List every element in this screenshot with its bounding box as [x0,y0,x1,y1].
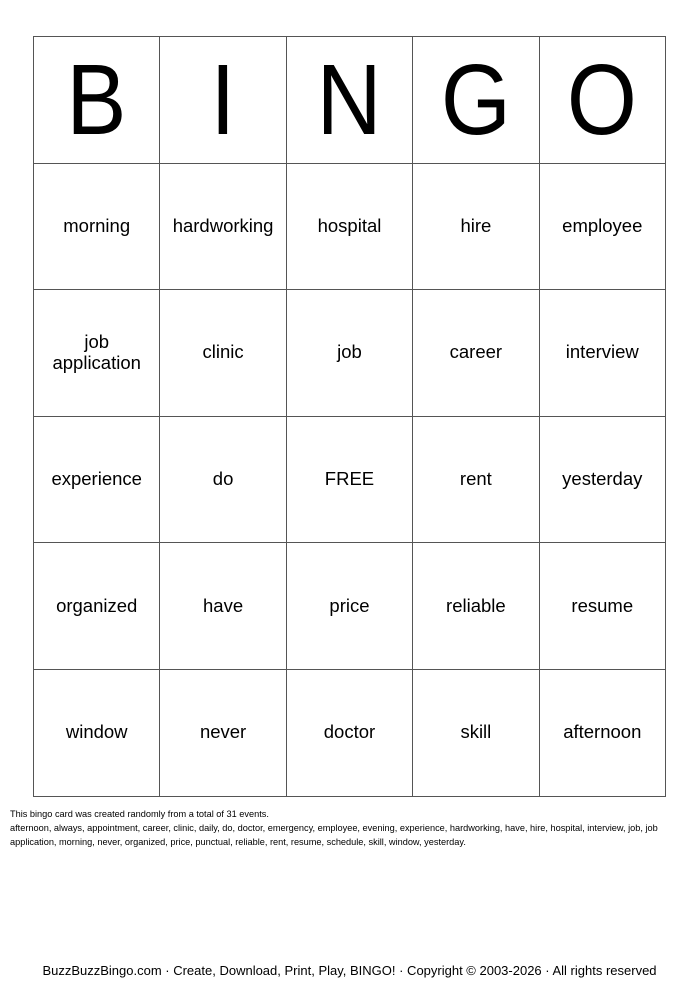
header-letter: N [316,43,382,156]
grid-cell [34,290,160,417]
cell-word: yesterday [562,468,643,490]
header-letter: O [567,43,638,156]
grid-cell [539,163,665,290]
cell-word: afternoon [563,721,642,743]
cell-word: do [212,468,234,490]
grid-cell [539,416,665,543]
header-letter: B [66,43,127,156]
cell-word: hire [460,214,492,236]
header-cell-o [539,37,665,164]
grid-cell [34,416,160,543]
grid-cell [34,543,160,670]
cell-word: hardworking [172,214,274,236]
free-space-cell [286,416,412,543]
grid-row [34,669,666,796]
cell-word: experience [51,468,142,490]
cell-word: morning [63,214,131,236]
grid-cell [539,543,665,670]
grid-cell [413,669,539,796]
header-cell-g [413,37,539,164]
grid-cell [413,290,539,417]
cell-word: hospital [317,214,382,236]
cell-word: never [199,721,247,743]
cell-word: resume [571,594,634,616]
grid-cell [286,163,412,290]
cell-word: have [203,594,244,616]
grid-cell [286,290,412,417]
card-footnote [10,807,690,849]
grid-cell [539,290,665,417]
grid-cell [286,669,412,796]
grid-cell [286,543,412,670]
cell-word: job [337,341,362,363]
grid-cell [160,543,286,670]
header-cell-b [34,37,160,164]
cell-word: job application [52,330,141,373]
grid-cell [34,163,160,290]
grid-cell [160,163,286,290]
grid-row [34,163,666,290]
grid-row [34,543,666,670]
grid-cell [413,416,539,543]
footnote-event-list: afternoon, always, appointment, career, clinic, daily, do, doctor, emergency, employee, evening, experience, hardworking, have, hire, hospital, interview, job, job application, morning, never, organized, price, punctual, reliable, rent, resume, schedule, skill, window, yesterday. [10,823,658,847]
bingo-card [33,36,666,797]
grid-row [34,290,666,417]
cell-word: rent [459,468,492,490]
header-letter: I [210,43,236,156]
grid-row [34,416,666,543]
grid-cell [34,669,160,796]
cell-word: organized [56,594,138,616]
header-cell-n [286,37,412,164]
cell-word: price [329,594,370,616]
cell-word: FREE [324,468,375,490]
grid-cell [160,669,286,796]
cell-word: reliable [446,594,506,616]
cell-word: career [449,341,503,363]
grid-cell [160,416,286,543]
cell-word: doctor [323,721,376,743]
cell-word: employee [562,214,643,236]
header-row [34,37,666,164]
grid-cell [413,163,539,290]
grid-cell [539,669,665,796]
grid-cell [160,290,286,417]
cell-word: window [65,721,128,743]
header-cell-i [160,37,286,164]
site-credit: BuzzBuzzBingo.com · Create, Download, Print, Play, BINGO! · Copyright © 2003-2026 · All rights reserved [42,963,657,978]
footnote-intro: This bingo card was created randomly from a total of 31 events. [10,809,269,819]
header-letter: G [440,43,511,156]
grid-cell [413,543,539,670]
cell-word: skill [460,721,492,743]
cell-word: interview [565,341,639,363]
cell-word: clinic [202,341,244,363]
